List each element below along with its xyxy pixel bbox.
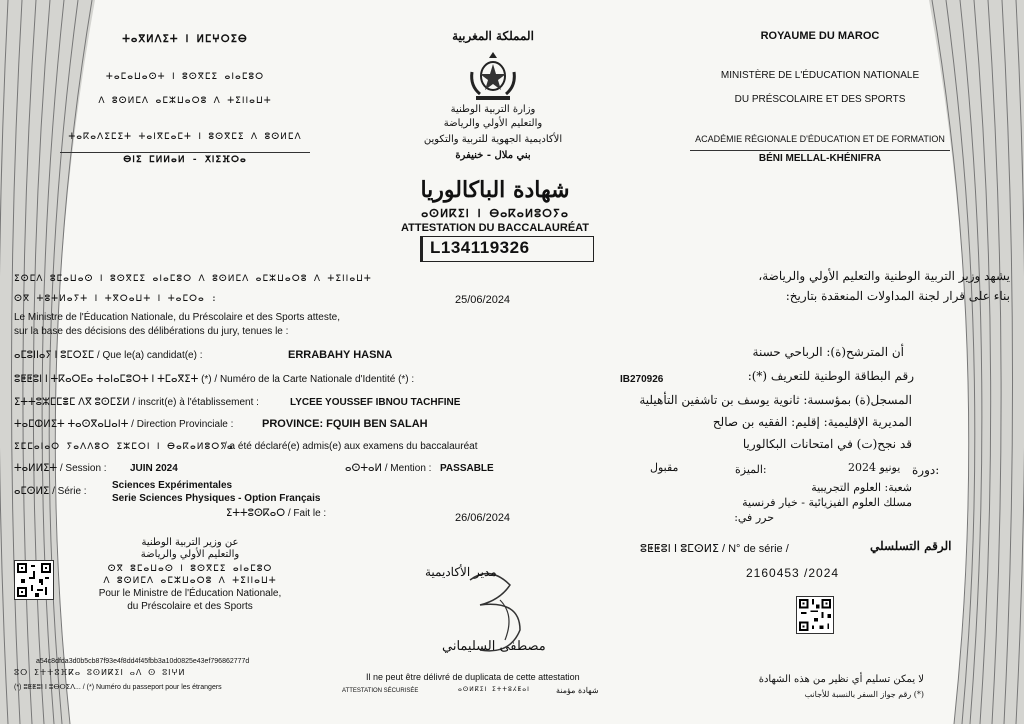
candidate-name: ERRABAHY HASNA [288,349,393,361]
mention-label: ⴰⵙⵜⴰⵍ / Mention : [345,463,432,474]
signature-fr2: du Préscolaire et des Sports [127,601,253,612]
faitle-label: ⵉⵜⵜⵓⵙⴽⴰⵔ / Fait le : [226,508,327,519]
mention-value: PASSABLE [440,463,494,474]
intro-ar-line1: يشهد وزير التربية الوطنية والتعليم الأولي والرياضة، [758,269,1010,283]
cin-label: ⵓⵟⵟⵓⵏ ⵏ ⵜⴽⴰⵔⴹⴰ ⵜⴰⵏⴰⵎⵓⵔⵜ ⵏ ⵜⵎⴰⴳⵉⵜ (*) / Numéro de la Carte Nationale d'Identité (*) : [14,374,415,385]
director-title: مدير الأكاديمية [425,565,497,579]
serie-label: ⴰⵎⵙⵍⵉ / Série : [14,486,87,497]
intro-fr-line1: Le Ministre de l'Éducation Nationale, du Préscolaire et des Sports atteste, [14,312,340,323]
footer-ar-note2: (*) رقم جواز السفر بالنسبة للأجانب [804,690,924,699]
mention-ar-label: الميزة: [735,463,767,476]
duplicate-note: Il ne peut être délivré de duplicata de cette attestation [366,672,580,682]
serial-label-ar: الرقم التسلسلي [870,539,952,553]
intro-tif-line2: ⵙⴳ ⵜⵓⵜⵍⴰⵢⵜ ⵏ ⵜⴳⵔⴰⵡⵜ ⵏ ⵜⴰⵎⵔⴰ : [14,294,218,304]
title-arabic: شهادة الباكالوريا [420,177,570,203]
province-value-ar: المديرية الإقليمية: إقليم: الفقيه بن صالح [712,415,912,429]
page-curl-right [904,0,1024,724]
cin-label-ar: رقم البطاقة الوطنية للتعريف (*): [747,369,914,383]
signature-tif2: ⴷ ⵓⵙⵍⵎⴷ ⴰⵎⵣⵡⴰⵔⵓ ⴷ ⵜⵉⵏⵏⴰⵡⵜ [103,576,277,586]
admitted-ar: قد نجح(ت) في امتحانات البكالوريا [742,437,912,451]
signature-tif1: ⵙⴳ ⵓⵎⴰⵡⴰⵙ ⵏ ⵓⵙⴳⵎⵉ ⴰⵏⴰⵎⵓⵔ [107,564,273,574]
school-label: ⵉⵜⵜⵓⵣⵎⵎⴻⵎ ⴷⴳ ⵓⵙⵎⵉⵍ / inscrit(e) à l'établissement : [14,397,259,408]
secure-fr: ATTESTATION SÉCURISÉE [342,688,419,694]
director-name: مصطفى السليماني [442,639,546,654]
verification-hash: a54c8dfda3d0b5cb87f93e4f8dd4f45fbb3a10d0825e43ef796862777d [36,658,250,665]
candidate-name-ar: أن المترشح(ة): الرباحي حسنة [752,345,904,359]
header-left-line1: ⵜⴰⴳⵍⴷⵉⵜ ⵏ ⵍⵎⵖⵔⵉⴱ [122,34,248,45]
footer-tif-note2: (*) ⵓⵟⵟⵓⵏ ⵏ ⵓⴱⵔⵉⴷ... / (*) Numéro du passeport pour les étrangers [14,684,222,691]
title-tifinagh: ⴰⵙⵍⴽⵉⵏ ⵏ ⴱⴰⴽⴰⵍⵓⵔⵢⴰ [421,207,569,220]
session-ar-label: دورة: [912,463,940,477]
school-value: LYCEE YOUSSEF IBNOU TACHFINE [290,397,461,408]
cin-value: IB270926 [620,374,664,385]
header-left-line5: ⴱⵏⵉ ⵎⵍⵍⴰⵍ - ⵅⵏⵉⴼⵔⴰ [60,152,310,165]
footer-tif-note: ⵓⵔ ⵉⵜⵜⵓⴼⴽⴰ ⵓⵙⵍⴽⵉⵏ ⴰⴷ ⵙ ⵓⵏⵖⵍ [14,668,186,677]
faitle-value: 26/06/2024 [455,512,511,524]
header-left-line3: ⴷ ⵓⵙⵍⵎⴷ ⴰⵎⵣⵡⴰⵔⵓ ⴷ ⵜⵉⵏⵏⴰⵡⵜ [98,96,272,106]
serial-label: ⵓⵟⵟⵓⵏ ⵏ ⵓⵎⵙⵍⵉ / N° de série / [640,543,789,555]
secure-tif: ⴰⵙⵍⴽⵉⵏ ⵉⵜⵜⵓⵃⵟⴰⵏ [458,686,530,693]
deliberation-date: 25/06/2024 [455,294,511,306]
admitted-fr: / a été déclaré(e) admis(e) aux examens du baccalauréat [224,441,478,452]
province-value: PROVINCE: FQUIH BEN SALAH [262,418,428,430]
faitle-ar: حرر في: [734,511,774,524]
qr-code-right [796,596,834,634]
serial-number: 2160453 /2024 [746,566,840,580]
secure-ar: شهادة مؤمنة [556,686,599,695]
school-value-ar: المسجل(ة) بمؤسسة: ثانوية يوسف بن تاشفين التأهيلية [639,393,912,407]
serie-value2: Serie Sciences Physiques - Option Français [112,493,321,504]
header-academy2-ar: بني ملال - خنيفرة [455,150,531,161]
header-ministry1-fr: MINISTÈRE DE L'ÉDUCATION NATIONALE [720,70,920,81]
header-academy1-fr: ACADÉMIE RÉGIONALE D'ÉDUCATION ET DE FORMATION [695,134,945,144]
intro-fr-line2: sur la base des décisions des délibérations du jury, tenues le : [14,326,289,337]
header-academy1-ar: الأكاديمية الجهوية للتربية والتكوين [423,134,563,145]
serie-ar1: شعبة: العلوم التجريبية [811,481,912,494]
session-label: ⵜⴰⵍⵍⵉⵜ / Session : [14,463,107,474]
serie-ar2: مسلك العلوم الفيزيائية - خيار فرنسية [742,496,912,509]
header-ministry1-ar: وزارة التربية الوطنية [450,104,536,115]
province-label: ⵜⴰⵎⵀⵍⵉⵜ ⵜⴰⵙⴳⴰⵡⴰⵏⵜ / Direction Provinciale : [14,419,234,430]
signature-fr1: Pour le Ministre de l'Éducation Nationale, [98,588,282,599]
header-ministry2-ar: والتعليم الأولي والرياضة [443,118,543,129]
page-curl-left [0,0,120,724]
header-kingdom-ar: المملكة المغربية [452,29,534,43]
intro-ar-line2: بناء على قرار لجنة المداولات المنعقدة بتاريخ: [785,289,1010,303]
certificate-number: L134119326 [430,238,530,257]
mention-ar-value: مقبول [650,461,679,474]
candidate-label: ⴰⵎⵓⵏⵏⴰⵢ ⵏ ⵓⵎⵔⵉⵎ / Que le(a) candidat(e) : [14,350,203,361]
moroccan-emblem-icon [468,48,518,102]
serie-value1: Sciences Expérimentales [112,480,233,491]
header-ministry2-fr: DU PRÉSCOLAIRE ET DES SPORTS [734,94,906,105]
session-value: JUIN 2024 [130,463,178,474]
header-left-line2: ⵜⴰⵎⴰⵡⴰⵙⵜ ⵏ ⵓⵙⴳⵎⵉ ⴰⵏⴰⵎⵓⵔ [105,72,265,82]
footer-ar-note1: لا يمكن تسليم أي نظير من هذه الشهادة [758,674,924,685]
intro-tif-line1: ⵉⵙⵎⴷ ⵓⵎⴰⵡⴰⵙ ⵏ ⵓⵙⴳⵎⵉ ⴰⵏⴰⵎⵓⵔ ⴷ ⵓⵙⵍⵎⴷ ⴰⵎⵣⵡⴰⵔⵓ ⴷ ⵜⵉⵏⵏⴰⵡⵜ [14,274,372,284]
signature-ar2: والتعليم الأولي والرياضة [140,549,240,560]
header-left-line4: ⵜⴰⴽⴰⴷⵉⵎⵉⵜ ⵜⴰⵏⴳⵎⴰⵎⵜ ⵏ ⵓⵙⴳⵎⵉ ⴷ ⵓⵙⵍⵎⴷ [68,132,302,142]
admitted-tif: ⵉⵎⵎⴰⵏⴰⵔ ⵢⴰⴷⴷⵓⵔ ⵉⵣⵎⵔⵏ ⵏ ⴱⴰⴽⴰⵍⵓⵔⵢⴰ [14,442,234,452]
signature-ar1: عن وزير التربية الوطنية [141,537,239,548]
header-kingdom-fr: ROYAUME DU MAROC [760,30,880,42]
qr-code-left [14,560,54,600]
session-ar-value: يونيو 2024 [848,461,901,474]
header-academy2-fr: BÉNI MELLAL-KHÉNIFRA [690,150,950,165]
title-french: ATTESTATION DU BACCALAURÉAT [401,222,589,234]
